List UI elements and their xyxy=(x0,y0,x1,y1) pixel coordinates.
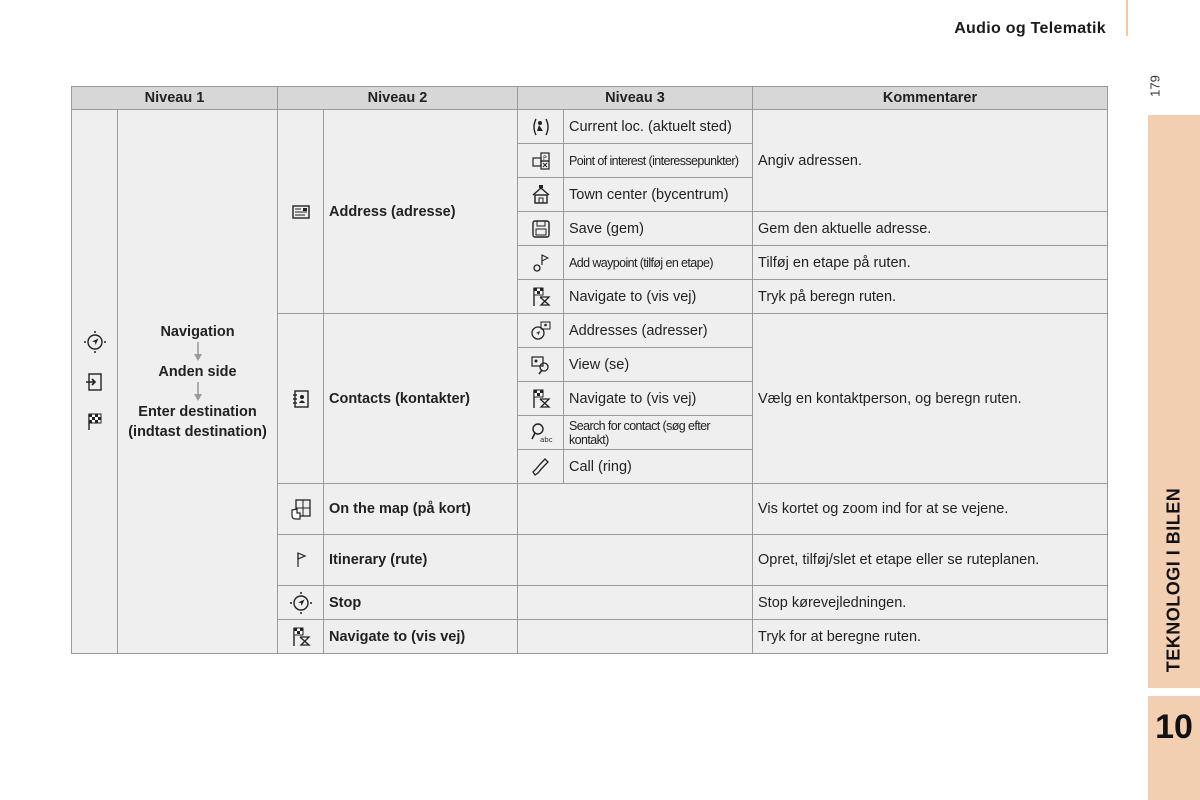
level3-navigate-to: Navigate to (vis vej) xyxy=(564,280,753,314)
stop-navigation-icon xyxy=(288,590,314,616)
icon-cell xyxy=(518,280,564,314)
svg-text:P: P xyxy=(542,154,547,162)
comment-vis-kortet: Vis kortet og zoom ind for at se vejene. xyxy=(753,484,1108,535)
enter-arrow-icon xyxy=(82,369,108,395)
icon-cell xyxy=(518,314,564,348)
level3-add-waypoint: Add waypoint (tilføj en etape) xyxy=(564,246,753,280)
level2-address: Address (adresse) xyxy=(324,110,518,314)
comment-angiv-adressen: Angiv adressen. xyxy=(753,110,1108,212)
level2-navigate-to: Navigate to (vis vej) xyxy=(324,620,518,654)
level1-step-navigation: Navigation xyxy=(160,323,235,340)
level1-step-enter-destination: Enter destination (indtast destination) xyxy=(128,403,267,440)
checkered-flag-icon xyxy=(82,409,108,435)
comment-ruteplan: Opret, tilføj/slet et etape eller se ruteplanen. xyxy=(753,535,1108,586)
level2-stop: Stop xyxy=(324,586,518,620)
column-header-niveau-3: Niveau 3 xyxy=(518,87,753,110)
icon-cell xyxy=(518,212,564,246)
comment-stop: Stop kørevejledningen. xyxy=(753,586,1108,620)
level2-itinerary: Itinerary (rute) xyxy=(324,535,518,586)
navigation-menu-table xyxy=(71,86,1108,654)
icon-cell xyxy=(518,178,564,212)
contacts-book-icon xyxy=(288,386,314,412)
comment-tilfoj-etape: Tilføj en etape på ruten. xyxy=(753,246,1108,280)
icon-cell xyxy=(518,110,564,144)
header-divider xyxy=(1126,0,1128,36)
comment-tryk-beregne: Tryk for at beregne ruten. xyxy=(753,620,1108,654)
level1-flow-cell xyxy=(118,110,278,654)
contact-view-icon xyxy=(528,352,554,378)
icon-cell xyxy=(278,535,324,586)
down-arrow-icon xyxy=(193,382,203,402)
map-hand-icon xyxy=(288,496,314,522)
icon-cell xyxy=(518,450,564,484)
section-title: Audio og Telematik xyxy=(954,20,1106,37)
chapter-tab-label: TEKNOLOGI I BILEN xyxy=(1163,487,1184,673)
column-header-niveau-2: Niveau 2 xyxy=(278,87,518,110)
level2-on-the-map: On the map (på kort) xyxy=(324,484,518,535)
level2-contacts: Contacts (kontakter) xyxy=(324,314,518,484)
icon-cell xyxy=(518,144,564,178)
chapter-number: 10 xyxy=(1155,708,1193,746)
navigate-flag-icon xyxy=(528,386,554,412)
navigate-flag-icon xyxy=(528,284,554,310)
icon-cell xyxy=(278,586,324,620)
comment-gem-adresse: Gem den aktuelle adresse. xyxy=(753,212,1108,246)
empty-level3-cell xyxy=(518,535,753,586)
location-person-icon xyxy=(528,114,554,140)
search-abc-icon xyxy=(528,420,554,446)
level3-town-center: Town center (bycentrum) xyxy=(564,178,753,212)
empty-level3-cell xyxy=(518,620,753,654)
contacts-icon-cell xyxy=(278,314,324,484)
navigation-target-icon xyxy=(82,329,108,355)
waypoint-flag-icon xyxy=(528,250,554,276)
town-center-icon xyxy=(528,182,554,208)
phone-handset-icon xyxy=(528,454,554,480)
comment-kontaktperson: Vælg en kontaktperson, og beregn ruten. xyxy=(753,314,1108,484)
poi-icon xyxy=(528,148,554,174)
page-number: 179 xyxy=(1147,75,1163,97)
level3-view: View (se) xyxy=(564,348,753,382)
itinerary-flag-icon xyxy=(288,547,314,573)
icon-cell xyxy=(518,246,564,280)
address-icon-cell xyxy=(278,110,324,314)
svg-text:abc: abc xyxy=(539,435,553,444)
level3-search-contact: Search for contact (søg efter kontakt) xyxy=(564,416,753,450)
address-card-icon xyxy=(288,199,314,225)
column-header-kommentarer: Kommentarer xyxy=(753,87,1108,110)
column-header-niveau-1: Niveau 1 xyxy=(72,87,278,110)
level3-call: Call (ring) xyxy=(564,450,753,484)
save-disk-icon xyxy=(528,216,554,242)
level3-save: Save (gem) xyxy=(564,212,753,246)
icon-cell xyxy=(518,416,564,450)
icon-cell xyxy=(278,620,324,654)
level1-step-anden-side: Anden side xyxy=(158,363,237,380)
level3-current-loc: Current loc. (aktuelt sted) xyxy=(564,110,753,144)
level3-navigate-to: Navigate to (vis vej) xyxy=(564,382,753,416)
level3-poi: Point of interest (interessepunkter) xyxy=(564,144,753,178)
icon-cell xyxy=(278,484,324,535)
level1-icons-cell xyxy=(72,110,118,654)
chapter-tab xyxy=(1148,115,1200,800)
down-arrow-icon xyxy=(193,342,203,362)
icon-cell xyxy=(518,348,564,382)
comment-beregn-ruten: Tryk på beregn ruten. xyxy=(753,280,1108,314)
chapter-tab-gap xyxy=(1148,688,1200,696)
contact-address-icon xyxy=(528,318,554,344)
empty-level3-cell xyxy=(518,586,753,620)
level3-addresses: Addresses (adresser) xyxy=(564,314,753,348)
icon-cell xyxy=(518,382,564,416)
empty-level3-cell xyxy=(518,484,753,535)
navigate-flag-icon xyxy=(288,624,314,650)
